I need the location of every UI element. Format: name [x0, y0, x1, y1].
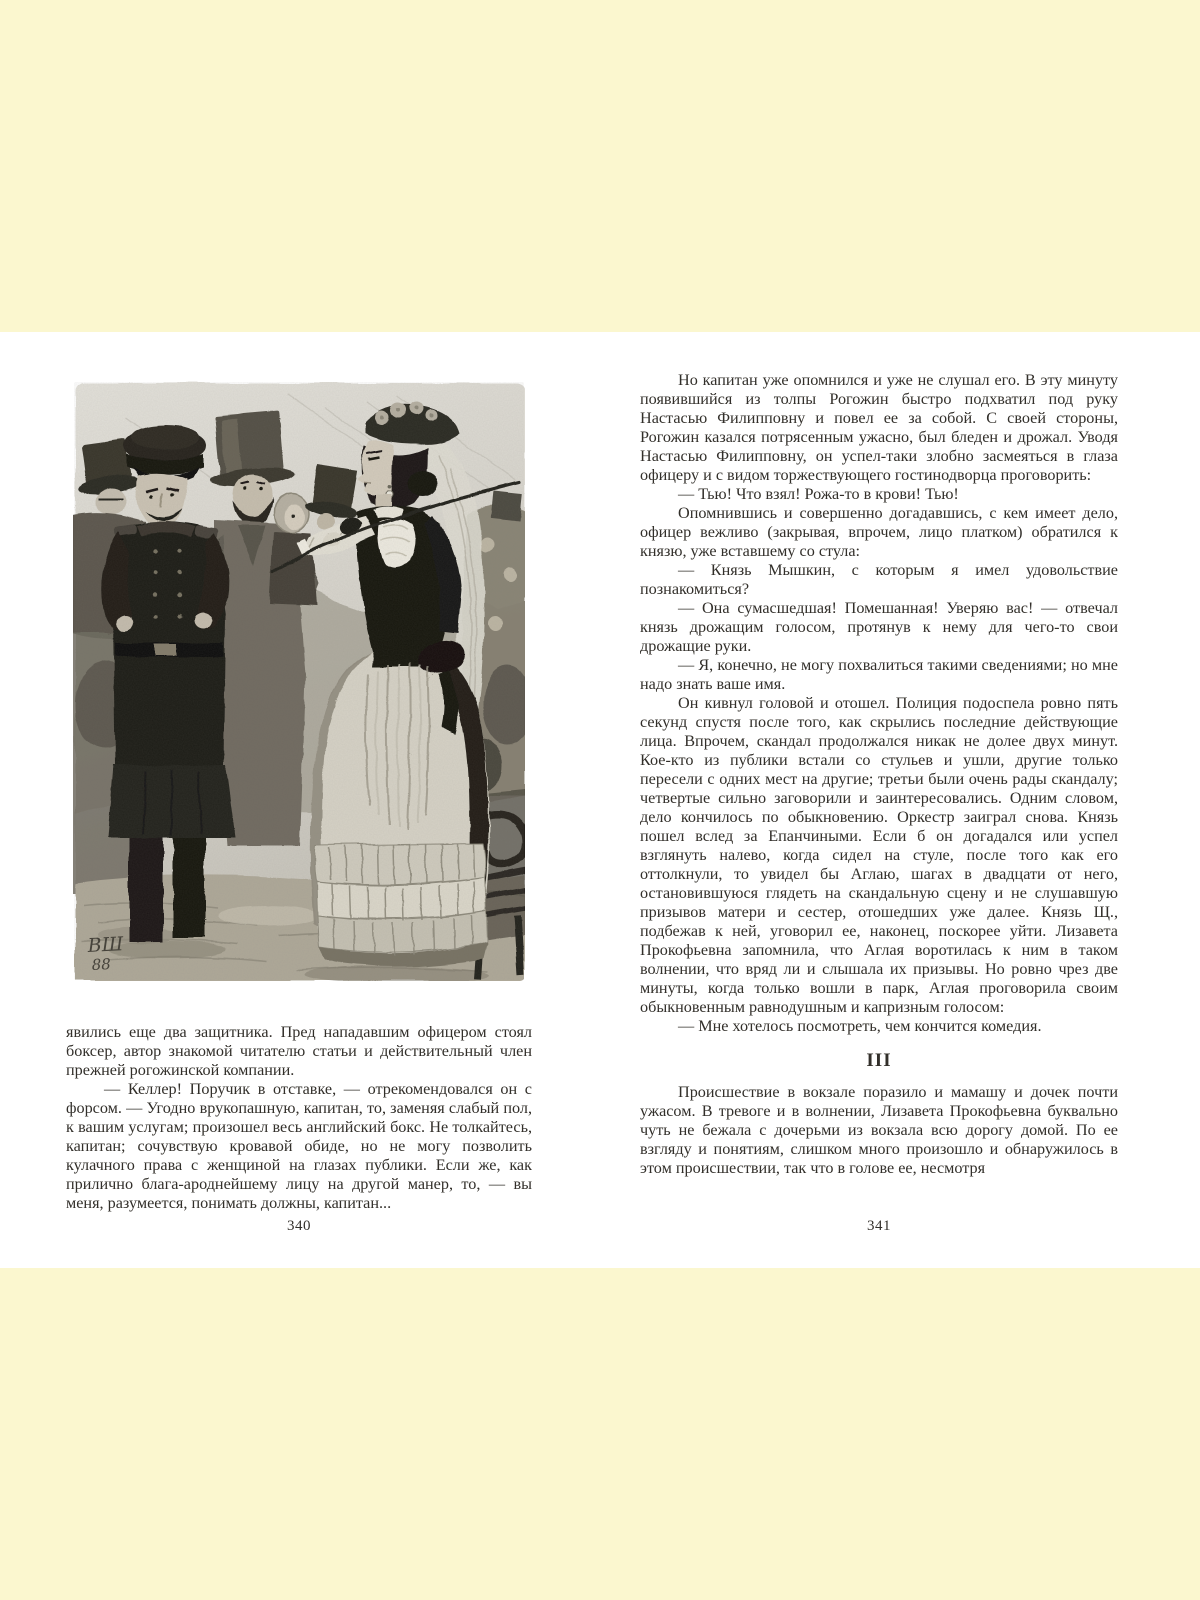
paper-grain-texture — [74, 382, 524, 980]
left-page-text-column — [66, 1023, 532, 1213]
book-pages-paper — [0, 332, 1200, 1268]
page-number-left: 340 — [287, 1218, 311, 1234]
paragraph: Он кивнул головой и отошел. Полиция подоспела ровно пять секунд спустя после того, как скрылись последние действующие лица. Впрочем, скандал продолжался никак не долее двух минут. Кое-кто из публики встали со стульев и ушли, другие только пересели с одних мест на другие; третьи были очень рады скандалу; четвертые сильно заговорили и заинтересовались. Одним словом, дело кончилось по обыкновению. Оркестр заиграл снова. Князь пошел вслед за Епанчиными. Если б он догадался или успел взглянуть налево, когда сидел на стуле, после того как его оттолкнули, то увидел бы Аглаю, шагах в двадцати от него, остановившуюся глядеть на скандальную сцену и не слушавшую призывов матери и сестер, отошедших уже далее. Князь Щ., подбежав к ней, уговорил ее, наконец, поскорее уйти. Лизавета Прокофьевна запомнила, что Аглая воротилась к ним в таком волнении, что вряд ли и слышала их призывы. Но ровно чрез две минуты, когда только вошли в парк, Аглая проговорила своим обыкновенным равнодушным и капризным голосом: — [640, 694, 1118, 1016]
paragraph: — Она сумасшедшая! Помешанная! Уверяю вас! — отвечал князь дрожащим голосом, протянув к нему для чего-то свои дрожащие руки. — [640, 599, 1118, 655]
paragraph: Происшествие в вокзале поразило и мамашу и дочек почти ужасом. В тревоге и в волнении, Лизавета Прокофьевна буквально чуть не бежала с дочерьми из вокзала всю дорогу домой. По ее взгляду и понятиям, слишком много произошло и обнаружилось в этом происшествии, так что в голове ее, несмотря — [640, 1083, 1118, 1177]
section-heading: III — [866, 1050, 892, 1071]
paragraph: — Я, конечно, не могу похвалиться такими сведениями; но мне надо знать ваше имя. — [640, 656, 1118, 693]
illustration-drawing — [66, 374, 532, 988]
book-illustration — [66, 374, 532, 988]
paragraph: — Келлер! Поручик в отставке, — отрекомендовался он с форсом. — Угодно врукопашную, капитан, то, заменяя слабый пол, к вашим услугам; произошел весь английский бокс. Не толкайтесь, капитан; сочувствую кровавой обиде, но не могу позволить кулачного права с женщиной на глазах публики. Если же, как прилично блага-ароднейшему лицу на другой манер, то, — вы меня, разумеется, понимать должны, капитан... — [66, 1080, 532, 1212]
paragraph: — Князь Мышкин, с которым я имел удовольствие познакомиться? — [640, 561, 1118, 598]
right-page-text-column — [640, 371, 1118, 1178]
artist-signature-year: 88 — [91, 955, 112, 974]
page-number-right: 341 — [867, 1218, 891, 1234]
paragraph: Но капитан уже опомнился и уже не слушал его. В эту минуту появившийся из толпы Рогожин быстро подхватил под руку Настасью Филипповну и повел ее за собой. С своей стороны, Рогожин казался потрясенным ужасно, был бледен и дрожал. Уводя Настасью Филипповну, он успел-таки злобно засмеяться в глаза офицеру и с видом торжествующего гостинодворца проговорить: — [640, 371, 1118, 484]
paragraph: Опомнившись и совершенно догадавшись, с кем имеет дело, офицер вежливо (закрывая, впрочем, лицо платком) обратился к князю, уже вставшему со стула: — [640, 504, 1118, 560]
paragraph: — Тью! Что взял! Рожа-то в крови! Тью! — [678, 485, 959, 503]
artist-signature-monogram: ВШ — [87, 933, 124, 957]
paragraph: — Мне хотелось посмотреть, чем кончится комедия. — [678, 1017, 1042, 1035]
paragraph: явились еще два защитника. Пред нападавшим офицером стоял боксер, автор знакомой читателю статьи и действительный член прежней рогожинской компании. — [66, 1023, 532, 1079]
